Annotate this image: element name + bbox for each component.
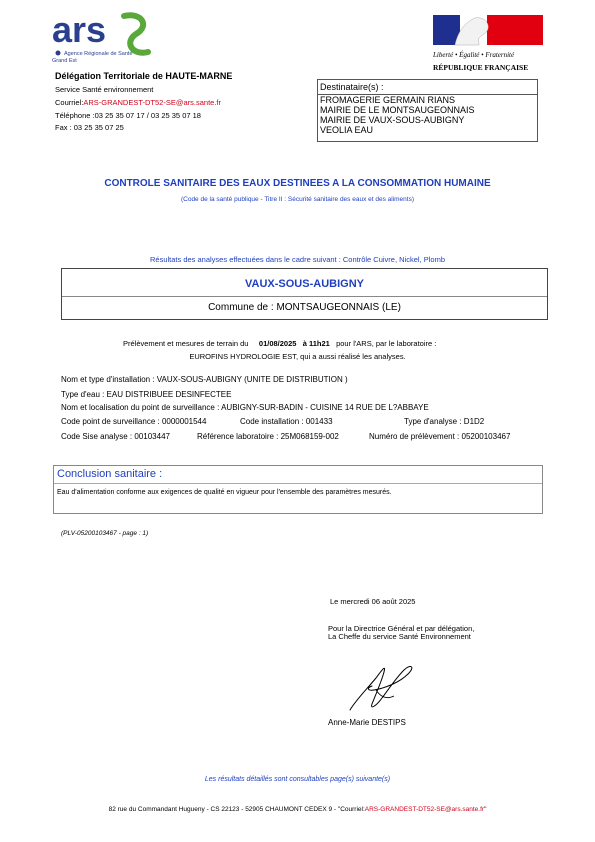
page-reference: (PLV-05200103467 - page : 1): [61, 530, 149, 537]
handwritten-signature: [346, 660, 418, 712]
document-subtitle: (Code de la santé publique - Titre II : Sécurité sanitaire des eaux et des aliments): [180, 196, 415, 203]
fax-line: Fax : 03 25 35 07 25: [55, 123, 124, 132]
conclusion-box: [53, 465, 543, 514]
prelevement-lab-intro: pour l'ARS, par le laboratoire :: [336, 339, 437, 348]
commune-name: Commune de : MONTSAUGEONNAIS (LE): [208, 302, 401, 313]
prelevement-time: à 11h21: [302, 339, 330, 348]
reference-laboratoire: Référence laboratoire : 25M068159-002: [197, 432, 339, 441]
laboratoire-line: EUROFINS HYDROLOGIE EST, qui a aussi réalisé les analyses.: [189, 352, 406, 361]
destinataires-box: [317, 79, 538, 142]
analysis-context: Résultats des analyses effectuées dans le cadre suivant : Contrôle Cuivre, Nickel, Plomb: [149, 255, 445, 264]
footer-address-text: 82 rue du Commandant Hugueny - CS 22123 - 52905 CHAUMONT CEDEX 9 - "Courriel:: [108, 806, 365, 813]
ars-logo-letters: ars: [52, 12, 107, 50]
courriel-link[interactable]: ARS-GRANDEST-DT52-SE@ars.sante.fr: [83, 98, 221, 107]
conclusion-text: Eau d'alimentation conforme aux exigences de qualité en vigueur pour l'ensemble des paramètres mesurés.: [57, 489, 392, 496]
detailed-results-note: Les résultats détaillés sont consultables page(s) suivante(s): [204, 776, 391, 783]
prelevement-date: 01/08/2025: [258, 339, 297, 348]
footer-address: [0, 806, 595, 813]
document-title: CONTROLE SANITAIRE DES EAUX DESTINEES A LA CONSOMMATION HUMAINE: [104, 178, 491, 189]
signature-delegation-2: La Cheffe du service Santé Environnement: [328, 632, 471, 641]
unit-name: VAUX-SOUS-AUBIGNY: [245, 278, 364, 290]
courriel-line: [55, 98, 221, 107]
destinataire-item: VEOLIA EAU: [320, 125, 374, 135]
signature-delegation-1: Pour la Directrice Général et par délégation,: [328, 624, 475, 633]
telephone-line: Téléphone :03 25 35 07 17 / 03 25 35 07 18: [55, 111, 201, 120]
conclusion-title: Conclusion sanitaire :: [57, 468, 163, 480]
signature-date: Le mercredi 06 août 2025: [330, 597, 416, 606]
code-point-surveillance: Code point de surveillance : 0000001544: [61, 417, 207, 426]
prelevement-intro: Prélèvement et mesures de terrain du: [123, 339, 249, 348]
service-label: Service Santé environnement: [55, 85, 154, 94]
signatory-name: Anne-Marie DESTIPS: [328, 718, 406, 727]
marianne-republique: RÉPUBLIQUE FRANÇAISE: [433, 63, 529, 72]
installation-line: Nom et type d'installation : VAUX-SOUS-AUBIGNY (UNITE DE DISTRIBUTION ): [61, 375, 348, 384]
type-eau-line: Type d'eau : EAU DISTRIBUEE DESINFECTEE: [61, 390, 232, 399]
delegation-title: Délégation Territoriale de HAUTE-MARNE: [55, 71, 233, 81]
ars-logo: [52, 12, 152, 64]
point-surveillance-line: Nom et localisation du point de surveillance : AUBIGNY-SUR-BADIN - CUISINE 14 RUE DE L?ABBAYE: [61, 403, 429, 412]
commune-box: [61, 268, 548, 320]
destinataire-item: MAIRIE DE LE MONTSAUGEONNAIS: [320, 105, 475, 115]
destinataire-item: MAIRIE DE VAUX-SOUS-AUBIGNY: [320, 115, 465, 125]
prelevement-line: [123, 339, 436, 348]
ars-logo-region: Grand Est: [52, 58, 77, 64]
marianne-motto: Liberté • Égalité • Fraternité: [433, 51, 515, 59]
ars-logo-subtitle: Agence Régionale de Santé: [64, 51, 133, 57]
footer-address-end: ": [484, 806, 487, 813]
destinataire-item: FROMAGERIE GERMAIN RIANS: [320, 95, 456, 105]
code-sise-analyse: Code Sise analyse : 00103447: [61, 432, 170, 441]
numero-prelevement: Numéro de prélèvement : 05200103467: [369, 432, 511, 441]
type-analyse: Type d'analyse : D1D2: [404, 417, 485, 426]
marianne-logo: [433, 15, 543, 73]
code-installation: Code installation : 001433: [240, 417, 333, 426]
footer-email-link[interactable]: ARS-GRANDEST-DT52-SE@ars.sante.fr: [364, 806, 485, 813]
courriel-label: Courriel:: [55, 98, 84, 107]
destinataires-label: Destinataire(s) :: [318, 80, 537, 95]
